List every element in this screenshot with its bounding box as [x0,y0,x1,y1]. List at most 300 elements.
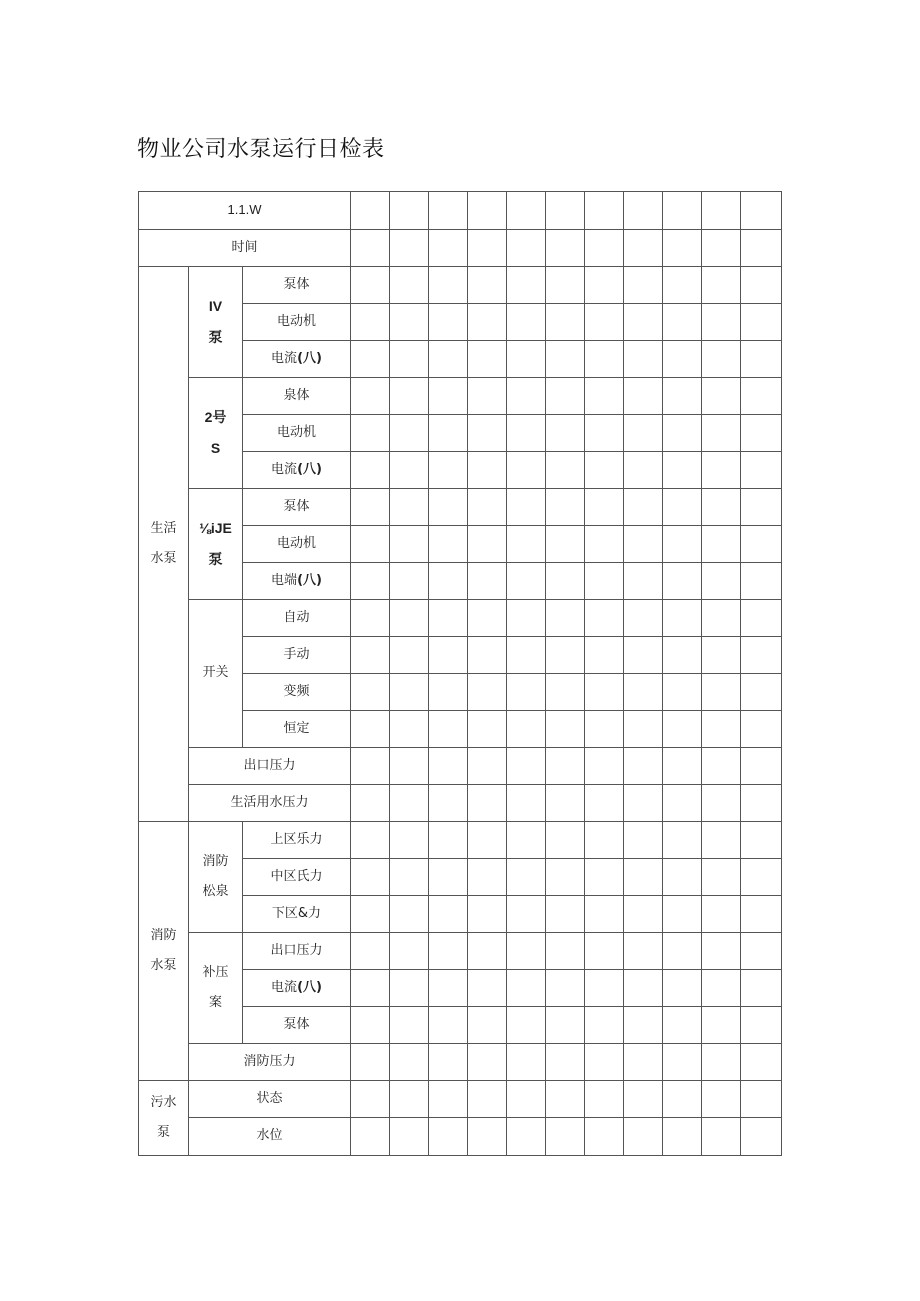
entry-cell[interactable] [585,489,624,526]
entry-cell[interactable] [351,1081,390,1118]
pump-3-label-text [189,520,242,569]
entry-cell[interactable] [507,341,546,378]
entry-cell[interactable] [390,304,429,341]
entry-cell[interactable] [429,970,468,1007]
entry-cell[interactable] [663,748,702,785]
entry-cell[interactable] [507,267,546,304]
entry-cell[interactable] [546,341,585,378]
entry-cell[interactable] [663,674,702,711]
entry-cell[interactable] [585,859,624,896]
entry-cell[interactable] [507,637,546,674]
entry-cell[interactable] [663,1118,702,1156]
entry-cell[interactable] [585,637,624,674]
entry-cell[interactable] [702,600,741,637]
entry-cell[interactable] [624,563,663,600]
entry-cell[interactable] [429,341,468,378]
entry-cell[interactable] [351,489,390,526]
sewage-row [139,1118,782,1156]
entry-cell[interactable] [507,600,546,637]
entry-cell[interactable] [702,526,741,563]
entry-cell[interactable] [507,785,546,822]
entry-cell[interactable] [624,1044,663,1081]
entry-cell[interactable] [351,267,390,304]
entry-cell[interactable] [390,230,429,267]
entry-cell[interactable] [351,970,390,1007]
entry-cell[interactable] [624,415,663,452]
entry-cell[interactable] [585,822,624,859]
entry-cell[interactable] [351,822,390,859]
entry-cell[interactable] [663,1007,702,1044]
entry-cell[interactable] [429,859,468,896]
entry-cell[interactable] [741,1081,782,1118]
entry-cell[interactable] [546,1007,585,1044]
entry-cell[interactable] [351,896,390,933]
entry-cell[interactable] [585,192,624,230]
entry-cell[interactable] [429,563,468,600]
entry-cell[interactable] [429,896,468,933]
entry-cell[interactable] [546,1081,585,1118]
entry-cell[interactable] [429,378,468,415]
entry-cell[interactable] [546,859,585,896]
entry-cell[interactable] [624,896,663,933]
entry-cell[interactable] [351,192,390,230]
entry-cell[interactable] [585,341,624,378]
entry-cell[interactable] [390,563,429,600]
entry-cell[interactable] [663,711,702,748]
entry-cell[interactable] [702,859,741,896]
entry-cell[interactable] [468,304,507,341]
entry-cell[interactable] [702,192,741,230]
entry-cell[interactable] [351,637,390,674]
entry-cell[interactable] [429,933,468,970]
entry-cell[interactable] [741,1007,782,1044]
entry-cell[interactable] [741,267,782,304]
entry-cell[interactable] [390,711,429,748]
entry-cell[interactable] [429,1118,468,1156]
entry-cell[interactable] [507,1081,546,1118]
entry-cell[interactable] [585,378,624,415]
entry-cell[interactable] [546,452,585,489]
entry-cell[interactable] [507,896,546,933]
hydrant-item [243,859,351,896]
entry-cell[interactable] [624,304,663,341]
entry-cell[interactable] [741,970,782,1007]
entry-cell[interactable] [741,1118,782,1156]
entry-cell[interactable] [702,415,741,452]
entry-cell[interactable] [624,341,663,378]
entry-cell[interactable] [585,896,624,933]
entry-cell[interactable] [702,1118,741,1156]
entry-cell[interactable] [351,785,390,822]
entry-cell[interactable] [390,859,429,896]
entry-cell[interactable] [351,415,390,452]
entry-cell[interactable] [429,526,468,563]
entry-cell[interactable] [702,748,741,785]
entry-cell[interactable] [468,1118,507,1156]
entry-cell[interactable] [702,267,741,304]
entry-cell[interactable] [663,785,702,822]
entry-cell[interactable] [585,933,624,970]
entry-cell[interactable] [351,230,390,267]
entry-cell[interactable] [585,1007,624,1044]
entry-cell[interactable] [663,1081,702,1118]
entry-cell[interactable] [702,822,741,859]
entry-cell[interactable] [507,489,546,526]
entry-cell[interactable] [624,1007,663,1044]
entry-cell[interactable] [624,970,663,1007]
entry-cell[interactable] [546,304,585,341]
entry-cell[interactable] [507,1044,546,1081]
entry-cell[interactable] [429,192,468,230]
entry-cell[interactable] [390,674,429,711]
entry-cell[interactable] [663,192,702,230]
entry-cell[interactable] [585,1044,624,1081]
entry-cell[interactable] [390,1007,429,1044]
entry-cell[interactable] [546,192,585,230]
entry-cell[interactable] [468,637,507,674]
entry-cell[interactable] [624,526,663,563]
entry-cell[interactable] [546,637,585,674]
entry-cell[interactable] [546,896,585,933]
entry-cell[interactable] [585,711,624,748]
entry-cell[interactable] [390,1081,429,1118]
entry-cell[interactable] [390,1044,429,1081]
entry-cell[interactable] [546,822,585,859]
entry-cell[interactable] [741,192,782,230]
entry-cell[interactable] [351,378,390,415]
entry-cell[interactable] [546,563,585,600]
entry-cell[interactable] [468,970,507,1007]
entry-cell[interactable] [663,304,702,341]
entry-cell[interactable] [741,896,782,933]
entry-cell[interactable] [741,711,782,748]
entry-cell[interactable] [585,563,624,600]
entry-cell[interactable] [585,1118,624,1156]
entry-cell[interactable] [546,230,585,267]
entry-cell[interactable] [702,785,741,822]
entry-cell[interactable] [468,1081,507,1118]
entry-cell[interactable] [351,933,390,970]
entry-cell[interactable] [702,933,741,970]
entry-cell[interactable] [741,526,782,563]
entry-cell[interactable] [429,304,468,341]
entry-cell[interactable] [351,711,390,748]
entry-cell[interactable] [585,267,624,304]
entry-cell[interactable] [663,896,702,933]
entry-cell[interactable] [429,711,468,748]
entry-cell[interactable] [351,600,390,637]
entry-cell[interactable] [546,378,585,415]
entry-cell[interactable] [624,674,663,711]
entry-cell[interactable] [741,674,782,711]
entry-cell[interactable] [624,822,663,859]
entry-cell[interactable] [624,748,663,785]
entry-cell[interactable] [663,267,702,304]
entry-cell[interactable] [351,1118,390,1156]
entry-cell[interactable] [741,415,782,452]
entry-cell[interactable] [468,230,507,267]
entry-cell[interactable] [507,970,546,1007]
entry-cell[interactable] [624,785,663,822]
page-title: 物业公司水泵运行日检表 [137,137,385,162]
entry-cell[interactable] [702,489,741,526]
entry-cell[interactable] [663,341,702,378]
entry-cell[interactable] [468,378,507,415]
entry-cell[interactable] [546,1118,585,1156]
entry-cell[interactable] [429,415,468,452]
entry-cell[interactable] [468,415,507,452]
entry-cell[interactable] [702,1081,741,1118]
entry-cell[interactable] [546,785,585,822]
entry-cell[interactable] [390,526,429,563]
entry-cell[interactable] [624,637,663,674]
entry-cell[interactable] [624,378,663,415]
entry-cell[interactable] [741,748,782,785]
entry-cell[interactable] [702,711,741,748]
entry-cell[interactable] [429,1007,468,1044]
pump-3-item [243,489,351,526]
entry-cell[interactable] [702,896,741,933]
entry-cell[interactable] [702,674,741,711]
entry-cell[interactable] [663,859,702,896]
entry-cell[interactable] [585,230,624,267]
entry-cell[interactable] [546,600,585,637]
entry-cell[interactable] [390,267,429,304]
entry-cell[interactable] [624,859,663,896]
entry-cell[interactable] [468,859,507,896]
entry-cell[interactable] [741,489,782,526]
entry-cell[interactable] [468,1007,507,1044]
entry-cell[interactable] [507,526,546,563]
entry-cell[interactable] [585,748,624,785]
entry-cell[interactable] [507,378,546,415]
entry-cell[interactable] [429,1044,468,1081]
entry-cell[interactable] [663,378,702,415]
entry-cell[interactable] [702,563,741,600]
entry-cell[interactable] [585,415,624,452]
entry-cell[interactable] [429,489,468,526]
entry-cell[interactable] [663,415,702,452]
booster-item-label: 出口压力 [270,942,323,958]
entry-cell[interactable] [390,341,429,378]
entry-cell[interactable] [585,1081,624,1118]
entry-cell[interactable] [702,1007,741,1044]
entry-cell[interactable] [741,452,782,489]
entry-cell[interactable] [663,600,702,637]
entry-cell[interactable] [390,637,429,674]
sewage-item: 状态 [189,1081,351,1118]
entry-cell[interactable] [507,822,546,859]
entry-cell[interactable] [624,230,663,267]
entry-cell[interactable] [585,970,624,1007]
outlet-pressure-row [139,748,782,785]
entry-cell[interactable] [351,1007,390,1044]
entry-cell[interactable] [741,822,782,859]
entry-cell[interactable] [507,674,546,711]
entry-cell[interactable] [468,489,507,526]
entry-cell[interactable] [663,489,702,526]
entry-cell[interactable] [429,452,468,489]
entry-cell[interactable] [663,230,702,267]
entry-cell[interactable] [546,748,585,785]
entry-cell[interactable] [624,600,663,637]
entry-cell[interactable] [663,933,702,970]
entry-cell[interactable] [702,970,741,1007]
entry-cell[interactable] [468,526,507,563]
entry-cell[interactable] [390,1118,429,1156]
entry-cell[interactable] [429,1081,468,1118]
entry-cell[interactable] [468,896,507,933]
entry-cell[interactable] [351,748,390,785]
entry-cell[interactable] [663,637,702,674]
entry-cell[interactable] [624,711,663,748]
entry-cell[interactable] [585,526,624,563]
entry-cell[interactable] [468,822,507,859]
entry-cell[interactable] [507,230,546,267]
entry-cell[interactable] [663,526,702,563]
entry-cell[interactable] [741,637,782,674]
entry-cell[interactable] [507,1007,546,1044]
entry-cell[interactable] [351,674,390,711]
entry-cell[interactable] [663,563,702,600]
entry-cell[interactable] [702,452,741,489]
entry-cell[interactable] [390,785,429,822]
entry-cell[interactable] [585,452,624,489]
entry-cell[interactable] [390,970,429,1007]
entry-cell[interactable] [390,192,429,230]
entry-cell[interactable] [702,637,741,674]
booster-item [243,1007,351,1044]
entry-cell[interactable] [624,933,663,970]
entry-cell[interactable] [429,267,468,304]
entry-cell[interactable] [507,859,546,896]
entry-cell[interactable] [663,822,702,859]
entry-cell[interactable] [663,452,702,489]
entry-cell[interactable] [741,563,782,600]
entry-cell[interactable] [507,1118,546,1156]
entry-cell[interactable] [507,563,546,600]
entry-cell[interactable] [429,674,468,711]
entry-cell[interactable] [741,859,782,896]
entry-cell[interactable] [468,563,507,600]
entry-cell[interactable] [741,304,782,341]
entry-cell[interactable] [585,785,624,822]
entry-cell[interactable] [546,1044,585,1081]
entry-cell[interactable] [468,600,507,637]
entry-cell[interactable] [468,192,507,230]
entry-cell[interactable] [546,933,585,970]
entry-cell[interactable] [390,378,429,415]
entry-cell[interactable] [468,452,507,489]
pump-3-label-line1: ⅛iJE [199,519,232,536]
entry-cell[interactable] [663,970,702,1007]
entry-cell[interactable] [546,267,585,304]
entry-cell[interactable] [429,637,468,674]
entry-cell[interactable] [351,563,390,600]
entry-cell[interactable] [702,1044,741,1081]
entry-cell[interactable] [507,933,546,970]
entry-cell[interactable] [702,304,741,341]
entry-cell[interactable] [624,1081,663,1118]
entry-cell[interactable] [741,785,782,822]
entry-cell[interactable] [390,933,429,970]
entry-cell[interactable] [351,859,390,896]
entry-cell[interactable] [351,1044,390,1081]
entry-cell[interactable] [741,341,782,378]
entry-cell[interactable] [585,674,624,711]
hydrant-pump-label-text [189,854,242,901]
entry-cell[interactable] [468,267,507,304]
entry-cell[interactable] [468,1044,507,1081]
entry-cell[interactable] [702,341,741,378]
entry-cell[interactable] [390,822,429,859]
entry-cell[interactable] [585,600,624,637]
entry-cell[interactable] [468,933,507,970]
entry-cell[interactable] [507,415,546,452]
entry-cell[interactable] [468,711,507,748]
sewage-item: 水位 [189,1118,351,1156]
entry-cell[interactable] [351,526,390,563]
entry-cell[interactable] [507,192,546,230]
entry-cell[interactable] [390,748,429,785]
pump-1-item-label: 泵体 [283,276,310,292]
entry-cell[interactable] [741,1044,782,1081]
entry-cell[interactable] [468,674,507,711]
entry-cell[interactable] [741,378,782,415]
entry-cell[interactable] [546,970,585,1007]
entry-cell[interactable] [507,452,546,489]
entry-cell[interactable] [624,1118,663,1156]
entry-cell[interactable] [546,526,585,563]
entry-cell[interactable] [546,674,585,711]
entry-cell[interactable] [390,489,429,526]
entry-cell[interactable] [741,600,782,637]
entry-cell[interactable] [351,341,390,378]
entry-cell[interactable] [741,933,782,970]
entry-cell[interactable] [507,748,546,785]
entry-cell[interactable] [468,341,507,378]
entry-cell[interactable] [507,711,546,748]
entry-cell[interactable] [546,489,585,526]
sewage-section-label-line2: 泵 [156,1125,170,1140]
entry-cell[interactable] [702,378,741,415]
entry-cell[interactable] [507,304,546,341]
entry-cell[interactable] [429,600,468,637]
entry-cell[interactable] [546,711,585,748]
entry-cell[interactable] [351,452,390,489]
entry-cell[interactable] [429,822,468,859]
entry-cell[interactable] [429,785,468,822]
entry-cell[interactable] [468,785,507,822]
entry-cell[interactable] [624,192,663,230]
entry-cell[interactable] [429,230,468,267]
entry-cell[interactable] [624,489,663,526]
entry-cell[interactable] [741,230,782,267]
entry-cell[interactable] [624,267,663,304]
entry-cell[interactable] [468,748,507,785]
entry-cell[interactable] [702,230,741,267]
entry-cell[interactable] [390,600,429,637]
entry-cell[interactable] [624,452,663,489]
entry-cell[interactable] [390,896,429,933]
entry-cell[interactable] [351,304,390,341]
entry-cell[interactable] [585,304,624,341]
entry-cell[interactable] [663,1044,702,1081]
entry-cell[interactable] [390,452,429,489]
entry-cell[interactable] [390,415,429,452]
entry-cell[interactable] [429,748,468,785]
entry-cell[interactable] [546,415,585,452]
